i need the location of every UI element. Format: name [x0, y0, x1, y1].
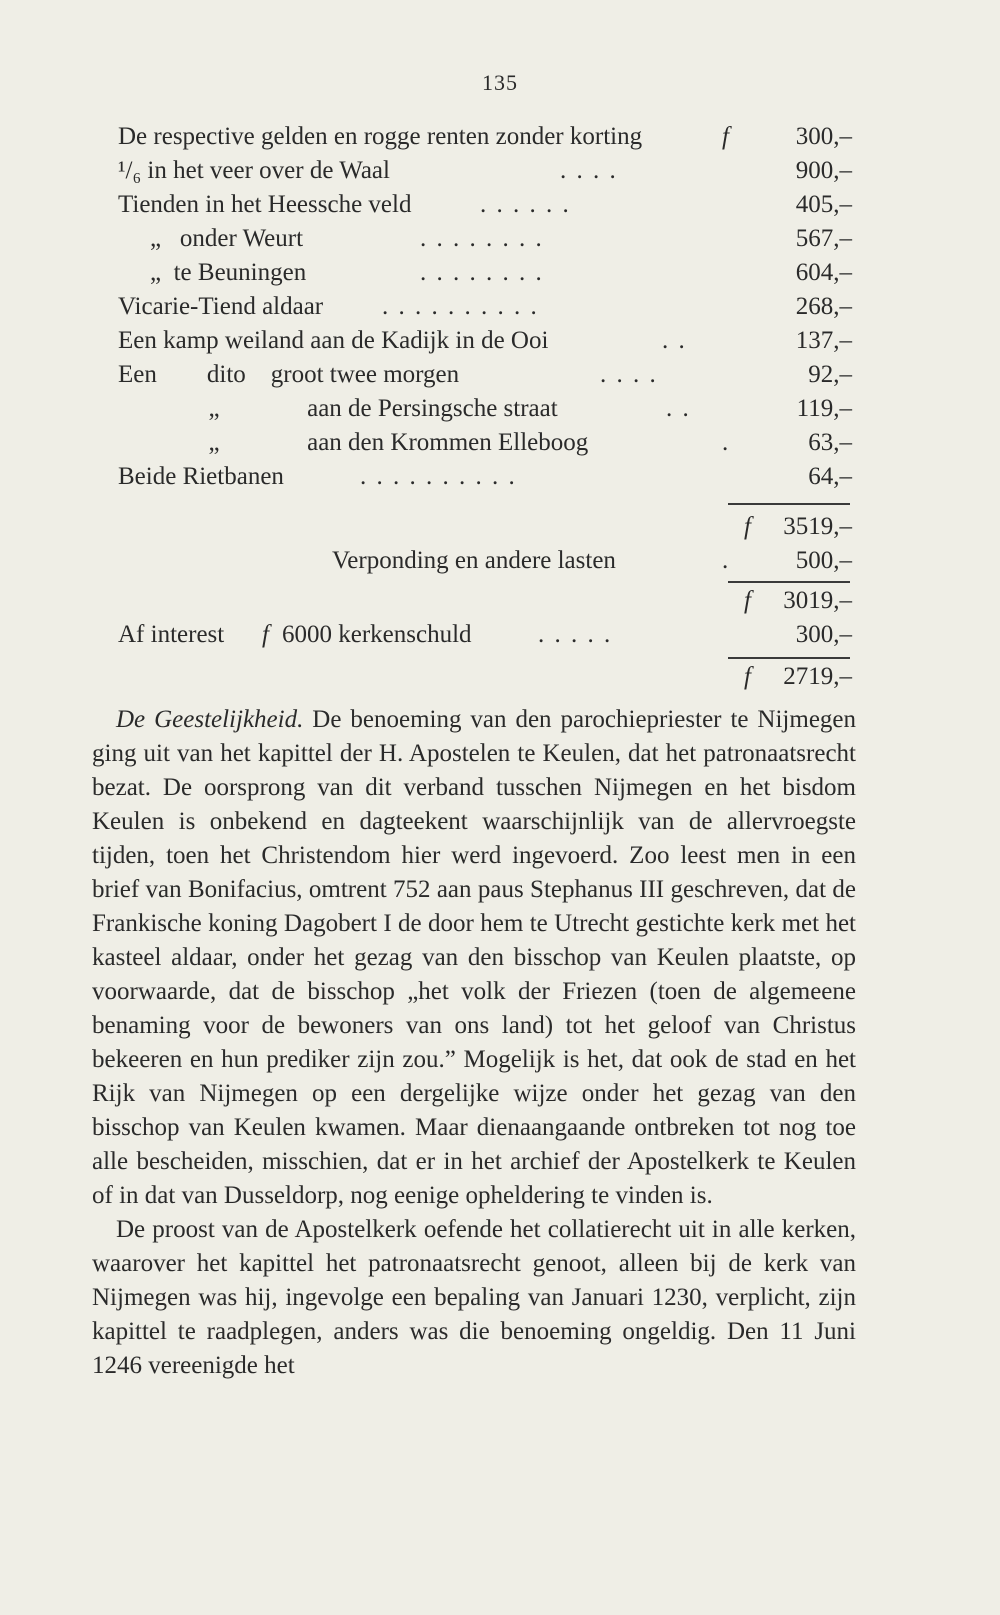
sum-rule	[728, 581, 850, 583]
ledger-row-label: Tienden in het Heessche veld	[118, 191, 412, 218]
total-amount: 2719,–	[783, 663, 852, 690]
ledger-row-amount: 268,–	[795, 293, 852, 320]
ledger-row-amount: 900,–	[795, 157, 852, 184]
ledger-row	[0, 154, 1000, 188]
ledger-row	[0, 460, 1000, 494]
ledger-row-amount: 300,–	[795, 123, 852, 150]
verponding-row	[0, 544, 1000, 578]
leader-dots: . . . . . . . . . .	[382, 293, 539, 320]
florin-sign: f	[744, 513, 751, 540]
ledger-row	[0, 426, 1000, 460]
ledger-row	[0, 290, 1000, 324]
ledger-row-amount: 64,–	[808, 463, 852, 490]
ledger-row-amount: 63,–	[808, 429, 852, 456]
leader-dots: . .	[662, 327, 687, 354]
ledger-row-amount: 567,–	[795, 225, 852, 252]
leader-dots: . .	[666, 395, 691, 422]
leader-dots: .	[722, 547, 731, 574]
leader-dots: . . . . . . . .	[420, 225, 544, 252]
ledger-row-amount: 137,–	[795, 327, 852, 354]
paragraph	[92, 703, 856, 1213]
paragraph-text: De benoeming van den parochiepriester te Nijmegen ging uit van het kapittel der H. Apostelen te Keulen, dat het patronaatsrecht bezat. De oorsprong van dit verband tusschen Nijmegen en het bisdom Keulen is onbekend en dagteekent waarschijnlijk van de allervroegste tijden, toen het Christendom hier werd ingevoerd. Zoo leest men in een brief van Bonifacius, omtrent 752 aan paus Stephanus III geschreven, dat de Frankische koning Dagobert I de door hem te Utrecht gestichte kerk met het kasteel aldaar, onder het gezag van den bisschop van Keulen plaatste, op voorwaarde, dat de bisschop „het volk der Friezen (toen de algemeene benaming voor de bewoners van ons land) tot het geloof van Christus bekeeren en hun prediker zijn zou.” Mogelijk is het, dat ook de stad en het Rijk van Nijmegen op een dergelijke wijze onder het gezag van den bisschop van Keulen kwamen. Maar dienaangaande ontbreken tot nog toe alle bescheiden, misschien, dat er in het archief der Apostelkerk te Keulen of in dat van Dusseldorp, nog eenige opheldering te vinden is.	[92, 706, 857, 1209]
interest-label-rest: 6000 kerkenschuld	[282, 621, 472, 648]
ledger-row-label: Een kamp weiland aan de Kadijk in de Ooi	[118, 327, 549, 354]
subtotal-amount: 3019,–	[783, 587, 852, 614]
ledger-row	[0, 222, 1000, 256]
ledger-row	[0, 392, 1000, 426]
verponding-amount: 500,–	[795, 547, 852, 574]
ledger-row-amount: 92,–	[808, 361, 852, 388]
leader-dots: . . . .	[600, 361, 658, 388]
section-heading: De Geestelijkheid.	[116, 706, 304, 733]
ledger-row-label: De respective gelden en rogge renten zonder korting	[118, 123, 643, 150]
florin-sign: f	[722, 123, 729, 150]
ledger-row-label: „ aan de Persingsche straat	[196, 395, 558, 422]
subtotal-amount: 3519,–	[783, 513, 852, 540]
subtotal-row	[0, 584, 1000, 618]
subtotal-row	[0, 510, 1000, 544]
ledger-row-label: Vicarie-Tiend aldaar	[118, 293, 324, 320]
florin-sign: f	[744, 663, 751, 690]
body-text	[92, 703, 856, 1383]
paragraph: De proost van de Apostelkerk oefende het collatierecht uit in alle kerken, waarover het kapittel het patronaatsrecht genoot, alleen bij de kerk van Nijmegen was hij, ingevolge een bepaling van Januari 1230, verplicht, zijn kapittel te raadplegen, anders was die benoeming ongeldig. Den 11 Juni 1246 vereenigde het	[92, 1216, 856, 1379]
leader-dots: . . . . . . . .	[420, 259, 544, 286]
leader-dots: .	[722, 429, 731, 456]
leader-dots: . . . . .	[538, 621, 613, 648]
ledger-row	[0, 358, 1000, 392]
ledger-row-amount: 119,–	[796, 395, 852, 422]
florin-sign: f	[744, 587, 751, 614]
leader-dots: . . . . . .	[480, 191, 571, 218]
sum-rule	[728, 657, 850, 659]
ledger-row-amount: 405,–	[795, 191, 852, 218]
verponding-label: Verponding en andere lasten	[332, 547, 616, 574]
interest-label: Af interest	[118, 621, 225, 648]
ledger-row-label: ¹/₆ in het veer over de Waal	[118, 157, 390, 184]
ledger-row-label: Een dito groot twee morgen	[118, 361, 460, 388]
total-row	[0, 660, 1000, 694]
ledger-row	[0, 120, 1000, 154]
ledger-row-label: Beide Rietbanen	[118, 463, 284, 490]
interest-amount: 300,–	[795, 621, 852, 648]
ledger-row	[0, 324, 1000, 358]
florin-sign: f	[262, 621, 269, 648]
ledger-row-amount: 604,–	[795, 259, 852, 286]
interest-row	[0, 618, 1000, 652]
ledger-row-label: „ aan den Krommen Elleboog	[196, 429, 589, 456]
ledger-row	[0, 256, 1000, 290]
leader-dots: . . . .	[560, 157, 618, 184]
page-number: 135	[482, 70, 518, 95]
ledger-row-label: „ te Beuningen	[150, 259, 307, 286]
leader-dots: . . . . . . . . . .	[360, 463, 517, 490]
sum-rule	[728, 503, 850, 505]
ledger-row-label: „ onder Weurt	[150, 225, 304, 252]
ledger-row	[0, 188, 1000, 222]
